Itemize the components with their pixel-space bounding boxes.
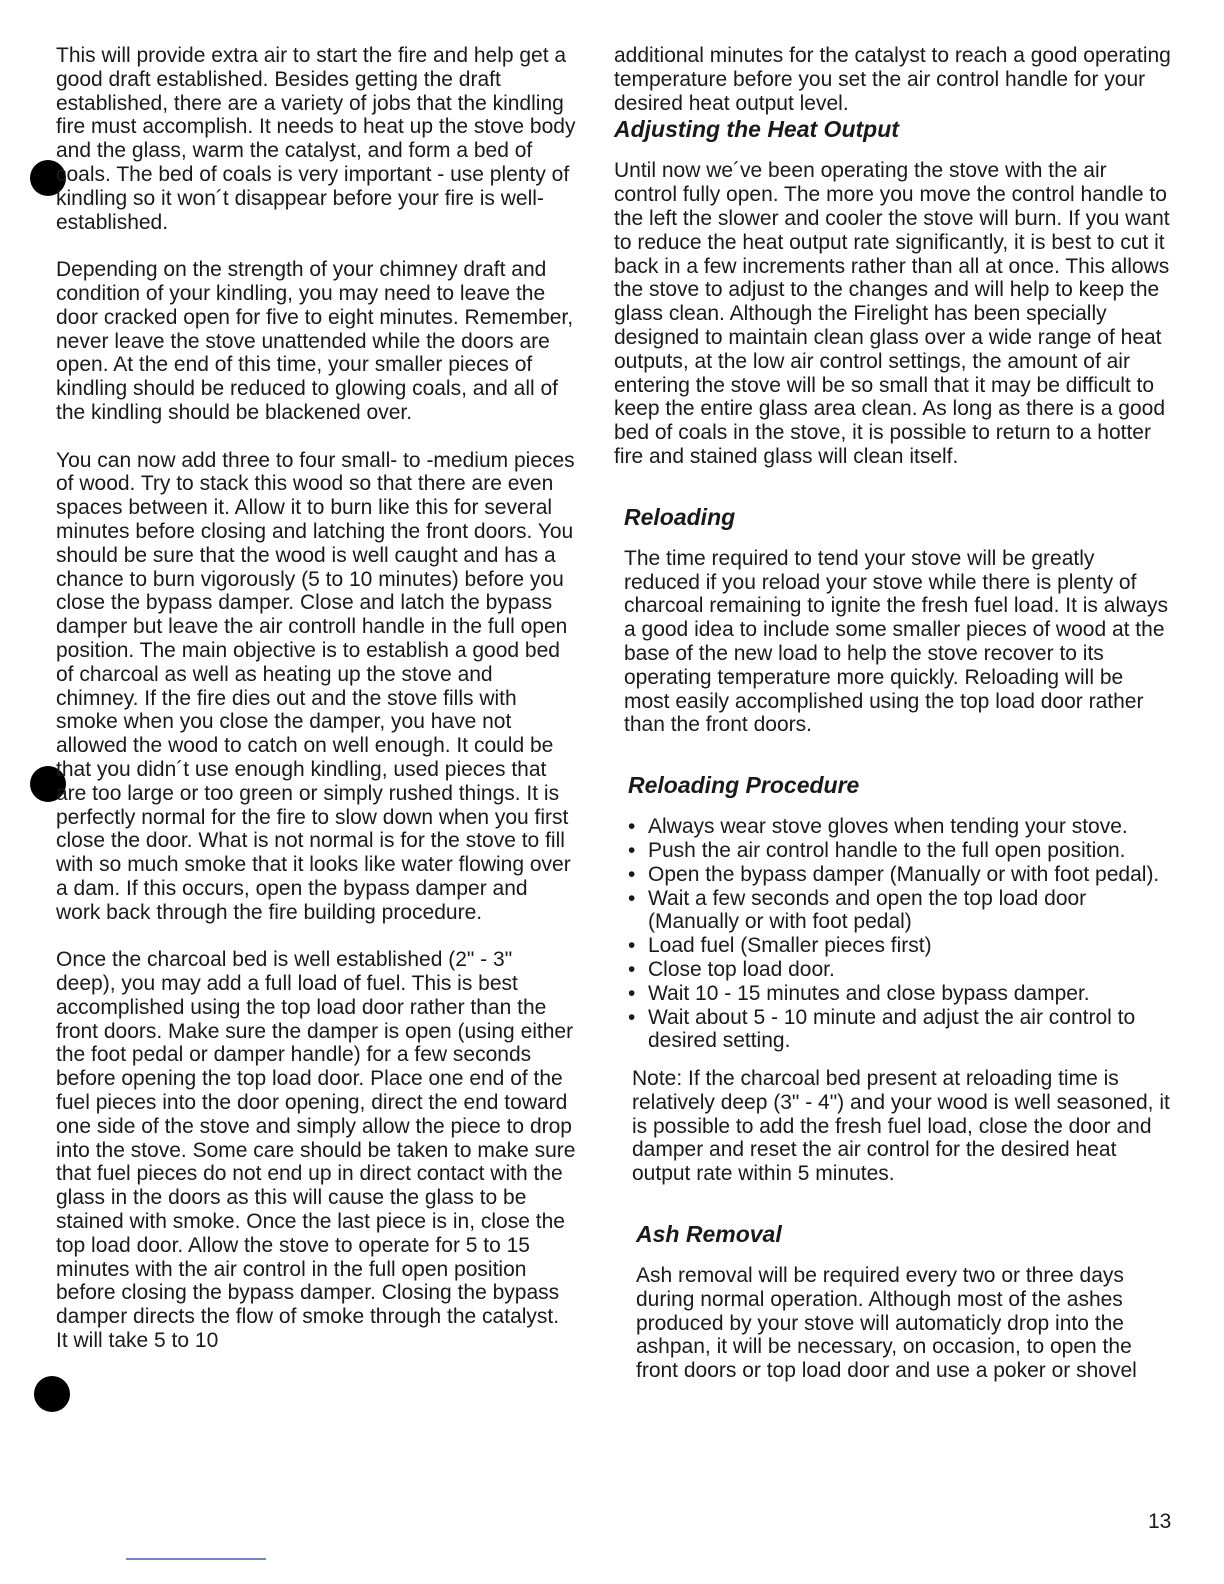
reloading-procedure-list	[624, 815, 1174, 1053]
paragraph-full-load: Once the charcoal bed is well established (2" - 3" deep), you may add a full load of fuel. This is best accomplished using the top load door rather than the front doors. Make sure the damper is open (using either the foot pedal or damper handle) for a few seconds before opening the top load door. Place one end of the fuel pieces into the door opening, direct the end toward one side of the stove and simply allow the piece to drop into the stove. Some care should be taken to make sure that fuel pieces do not end up in direct contact with the glass in the doors as this will cause the glass to be stained with smoke. Once the last piece is in, close the top load door. Allow the stove to operate for 5 to 15 minutes with the air control in the full open position before closing the bypass damper. Closing the bypass damper directs the flow of smoke through the catalyst. It will take 5 to 10	[56, 948, 576, 1353]
paragraph-continuation: additional minutes for the catalyst to reach a good operating temperature before you set the air control handle for your desired heat output level.	[614, 44, 1171, 115]
left-column	[56, 44, 576, 1353]
paragraph-draft: Depending on the strength of your chimney draft and condition of your kindling, you may need to leave the door cracked open for five to eight minutes. Remember, never leave the stove unattended while the doors are open. At the end of this time, your smaller pieces of kindling should be reduced to glowing coals, and all of the kindling should be blackened over.	[56, 258, 574, 424]
paragraph-add-wood: You can now add three to four small- to -medium pieces of wood. Try to stack this wood so that there are even spaces between it. Allow it to burn like this for several minutes before closing and latching the front doors. You should be sure that the wood is well caught and has a chance to burn vigorously (5 to 10 minutes) before you close the bypass damper. Close and latch the bypass damper but leave the air controll handle in the full open position. The main objective is to establish a good bed of charcoal as well as heating up the stove and chimney. If the fire dies out and the stove fills with smoke when you close the damper, you have not allowed the wood to catch on well enough. It could be that you didn´t use enough kindling, used pieces that are too large or too green or simply rushed things. It is perfectly normal for the fire to slow down when you first close the door. What is not normal is for the stove to fill with so much smoke that it looks like water flowing over a dam. If this occurs, open the bypass damper and work back through the fire building procedure.	[56, 448, 575, 924]
list-item: • Load fuel (Smaller pieces first)	[624, 934, 1174, 958]
list-item: • Push the air control handle to the full open position.	[624, 839, 1174, 863]
list-item: • Always wear stove gloves when tending your stove.	[624, 815, 1174, 839]
paragraph-reloading: The time required to tend your stove will be greatly reduced if you reload your stove while there is plenty of charcoal remaining to ignite the fresh fuel load. It is always a good idea to include some smaller pieces of wood at the base of the new load to help the stove recover to its operating temperature more quickly. Reloading will be most easily accomplished using the top load door rather than the front doors.	[624, 546, 1168, 737]
heading-reloading: Reloading	[624, 503, 736, 530]
heading-ash-removal: Ash Removal	[636, 1221, 782, 1248]
list-item: • Wait 10 - 15 minutes and close bypass damper.	[624, 982, 1174, 1006]
heading-adjusting-heat-output: Adjusting the Heat Output	[614, 116, 899, 143]
list-item: • Close top load door.	[624, 958, 1174, 982]
list-item: • Open the bypass damper (Manually or with foot pedal).	[624, 863, 1174, 887]
divider	[126, 1558, 266, 1560]
list-item: • Wait a few seconds and open the top load door (Manually or with foot pedal)	[624, 887, 1174, 935]
paragraph-kindling: This will provide extra air to start the fire and help get a good draft established. Besides getting the draft established, there are a variety of jobs that the kindling fire must accomplish. It needs to heat up the stove body and the glass, warm the catalyst, and form a bed of coals. The bed of coals is very important - use plenty of kindling so it won´t disappear before your fire is well-established.	[56, 44, 576, 234]
paragraph-adjusting: Until now we´ve been operating the stove with the air control fully open. The more you move the control handle to the left the slower and cooler the stove will burn. If you want to reduce the heat output rate significantly, it is best to cut it back in a few increments rather than all at once. This allows the stove to adjust to the changes and will help to keep the glass clean. Although the Firelight has been specially designed to maintain clean glass over a wide range of heat outputs, at the low air control settings, the amount of air entering the stove will be so small that it may be difficult to keep the entire glass area clean. As long as there is a good bed of coals in the stove, it is possible to return to a hotter fire and stained glass will clean itself.	[614, 159, 1170, 468]
paragraph-note: Note: If the charcoal bed present at reloading time is relatively deep (3" - 4") and your wood is well seasoned, it is possible to add the fresh fuel load, close the door and damper and reset the air control for the desired heat output rate within 5 minutes.	[632, 1067, 1170, 1186]
right-column	[614, 44, 1174, 1383]
paragraph-ash-removal: Ash removal will be required every two or three days during normal operation. Although most of the ashes produced by your stove will automaticly drop into the ashpan, it will be necessary, on occasion, to open the front doors or top load door and use a poker or shovel	[636, 1264, 1137, 1383]
binder-hole-bottom	[34, 1376, 70, 1412]
page-number: 13	[1148, 1510, 1172, 1533]
heading-reloading-procedure: Reloading Procedure	[628, 772, 860, 799]
list-item: • Wait about 5 - 10 minute and adjust the air control to desired setting.	[624, 1006, 1174, 1054]
